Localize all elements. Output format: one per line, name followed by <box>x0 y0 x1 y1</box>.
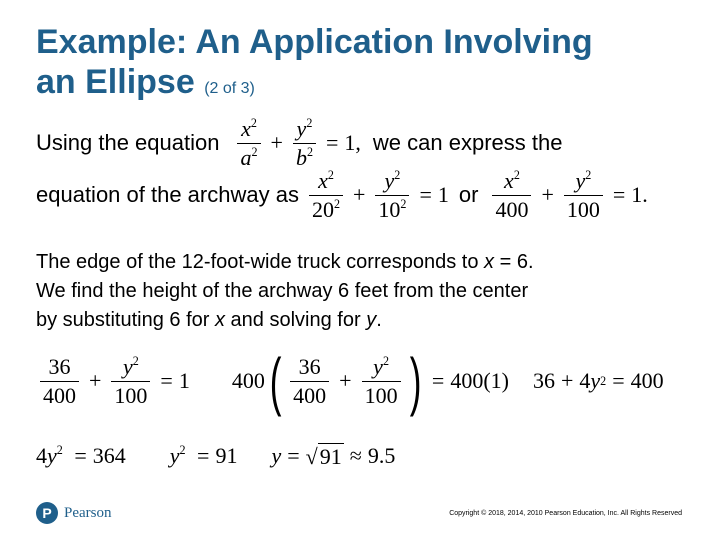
equation-row-1 <box>36 346 664 416</box>
general-ellipse-equation: $\frac{x^2}{a^2}$ + $\frac{y^2}{b^2}$ = 1, <box>233 116 360 171</box>
line1-suffix: we can express the <box>372 130 563 155</box>
paragraph-line-2: We find the height of the archway 6 feet from the center <box>36 280 529 302</box>
pearson-logo-icon: P <box>36 502 58 524</box>
equation-line-2 <box>36 164 648 226</box>
equation-4y2: $4y^2 = 364$ <box>36 442 126 468</box>
title-line-2 <box>36 62 593 109</box>
title-line-2-text: an Ellipse <box>36 63 195 101</box>
line1-prefix: Using the equation <box>36 130 220 155</box>
paragraph-line-1: The edge of the 12-foot-wide truck corresponds to x = 6. <box>36 251 534 273</box>
square-root: √ 91 <box>305 443 342 469</box>
simplified-equation: 36 + 4 y 2 = 400 <box>532 368 664 393</box>
pearson-logo <box>36 502 112 524</box>
explanation-paragraph <box>36 248 534 335</box>
pearson-logo-text: Pearson <box>64 504 112 521</box>
archway-equation-a: $\frac{x^2}{20^2}$ + $\frac{y^2}{10^2}$ = 1 <box>305 168 449 223</box>
title-line-1: Example: An Application Involving <box>36 23 593 61</box>
archway-equation-b: $\frac{x^2}{400}$ + $\frac{y^2}{100}$ = 1. <box>488 168 647 223</box>
equation-y-value: y = √ 91 ≈ 9.5 <box>271 443 396 469</box>
line2-prefix: equation of the archway as <box>36 182 299 207</box>
slide-title <box>36 22 593 109</box>
substituted-equation: $\frac{36}{400}$ + $\frac{y^2}{100}$ = 1 <box>36 354 190 409</box>
equation-row-2 <box>36 438 395 474</box>
paragraph-line-3: by substituting 6 for x and solving for y. <box>36 309 382 331</box>
right-paren: ) <box>409 345 422 417</box>
multiplied-equation: 400 ( $\frac{36}{400}$ + $\frac{y^2}{100}$ ) = 400(1) <box>231 345 509 417</box>
copyright-notice: Copyright © 2018, 2014, 2010 Pearson Education, Inc. All Rights Reserved <box>449 510 682 517</box>
line2-or: or <box>458 182 479 207</box>
left-paren: ( <box>269 345 282 417</box>
equation-y2: $y^2 = 91$ <box>169 442 238 468</box>
title-part-indicator: (2 of 3) <box>204 80 255 97</box>
